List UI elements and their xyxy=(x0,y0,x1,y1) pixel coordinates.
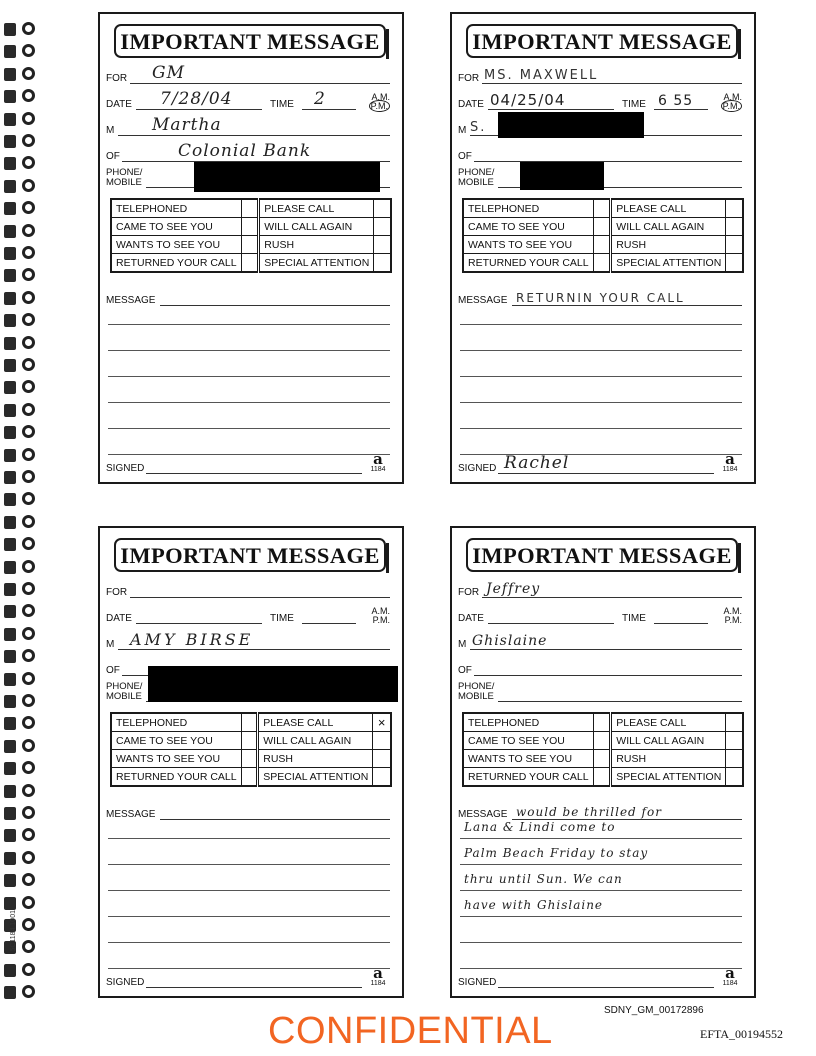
spiral-ring xyxy=(4,356,42,374)
card-header: IMPORTANT MESSAGE xyxy=(114,24,386,58)
m-field: M S. xyxy=(458,120,742,136)
phone-field: PHONE/ MOBILE xyxy=(458,164,742,188)
message-line: Palm Beach Friday to stay xyxy=(464,846,649,860)
for-field: FOR MS. MAXWELL xyxy=(458,68,742,84)
spiral-ring xyxy=(4,961,42,979)
from-value: Ghislaine xyxy=(472,633,548,649)
spiral-ring xyxy=(4,266,42,284)
spiral-ring xyxy=(4,132,42,150)
checklist-table: TELEPHONED PLEASE CALL × CAME TO SEE YOU WILL CALL AGAIN WANTS TO SEE YOU RUSH RETURNED YOUR CALL SPECIAL ATTENTION xyxy=(110,712,392,787)
message-card-4 xyxy=(450,526,756,998)
spiral-ring xyxy=(4,558,42,576)
signed-field: SIGNED a 1184 xyxy=(106,970,390,988)
spiral-ring xyxy=(4,110,42,128)
spiral-ring xyxy=(4,737,42,755)
message-line: would be thrilled for xyxy=(516,805,662,819)
date-time-field: DATE TIME A.M. P.M. xyxy=(458,606,742,625)
message-card-2 xyxy=(450,12,756,484)
spiral-ring xyxy=(4,177,42,195)
for-field: FOR xyxy=(106,582,390,598)
message-line: RETURNIN YOUR CALL xyxy=(516,291,685,305)
spiral-ring xyxy=(4,20,42,38)
checklist-table: TELEPHONED PLEASE CALL CAME TO SEE YOU WILL CALL AGAIN WANTS TO SEE YOU RUSH RETURNED YOUR CALL SPECIAL ATTENTION xyxy=(110,198,392,273)
spiral-ring xyxy=(4,311,42,329)
time-value: 2 xyxy=(314,89,326,109)
spiral-ring xyxy=(4,782,42,800)
date-value: 04/25/04 xyxy=(490,91,566,109)
spiral-ring xyxy=(4,602,42,620)
logo-icon: a 1184 xyxy=(370,964,386,987)
signed-field: SIGNED a 1184 xyxy=(458,970,742,988)
document-id: SDNY_GM_00172896 xyxy=(604,1005,704,1016)
m-field: M Ghislaine xyxy=(458,634,742,650)
for-value: Jeffrey xyxy=(486,581,541,597)
spiral-ring xyxy=(4,714,42,732)
from-value: S. xyxy=(470,120,487,135)
efta-number: EFTA_00194552 xyxy=(700,1027,784,1041)
am-pm: A.M. P.M. xyxy=(722,92,742,111)
spiral-ring xyxy=(4,490,42,508)
date-value: 7/28/04 xyxy=(160,89,233,109)
spiral-ring xyxy=(4,199,42,217)
spiral-ring xyxy=(4,446,42,464)
spiral-ring xyxy=(4,378,42,396)
spiral-ring xyxy=(4,513,42,531)
spiral-ring xyxy=(4,849,42,867)
checklist-table: TELEPHONED PLEASE CALL CAME TO SEE YOU WILL CALL AGAIN WANTS TO SEE YOU RUSH RETURNED YOUR CALL SPECIAL ATTENTION xyxy=(462,712,744,787)
signed-field: SIGNED Rachel a 1184 xyxy=(458,456,742,474)
spiral-ring xyxy=(4,580,42,598)
for-field: FOR Jeffrey xyxy=(458,582,742,598)
spiral-binding xyxy=(0,20,46,1010)
from-value: Martha xyxy=(152,115,222,135)
am-pm: A.M. P.M. xyxy=(370,92,390,111)
spiral-ring xyxy=(4,647,42,665)
spiral-ring xyxy=(4,625,42,643)
message-card-3 xyxy=(98,526,404,998)
logo-icon: a 1184 xyxy=(722,450,738,473)
date-time-field: DATE 7/28/04 TIME 2 A.M. P.M. xyxy=(106,89,390,111)
spiral-code: 5C1184 1001 xyxy=(10,910,17,952)
spiral-ring xyxy=(4,759,42,777)
logo-icon: a 1184 xyxy=(370,450,386,473)
card-header: IMPORTANT MESSAGE xyxy=(466,24,738,58)
of-value: Colonial Bank xyxy=(178,141,312,161)
spiral-ring xyxy=(4,535,42,553)
phone-field: PHONE/ MOBILE xyxy=(458,678,742,702)
redaction-box xyxy=(148,666,398,702)
redaction-box xyxy=(194,162,380,192)
spiral-ring xyxy=(4,983,42,1001)
checklist-table: TELEPHONED PLEASE CALL CAME TO SEE YOU WILL CALL AGAIN WANTS TO SEE YOU RUSH RETURNED YOUR CALL SPECIAL ATTENTION xyxy=(462,198,744,273)
am-pm: A.M. P.M. xyxy=(723,606,742,625)
spiral-ring xyxy=(4,468,42,486)
check-mark: × xyxy=(373,713,391,732)
redaction-box xyxy=(520,162,604,190)
card-header: IMPORTANT MESSAGE xyxy=(466,538,738,572)
spiral-ring xyxy=(4,87,42,105)
spiral-ring xyxy=(4,65,42,83)
spiral-ring xyxy=(4,692,42,710)
spiral-ring xyxy=(4,401,42,419)
redaction-box xyxy=(498,112,644,138)
phone-field: PHONE/ MOBILE xyxy=(106,678,390,702)
of-field: OF xyxy=(458,146,742,162)
message-line: Lana & Lindi come to xyxy=(464,820,616,834)
for-field: FOR GM xyxy=(106,68,390,84)
spiral-ring xyxy=(4,826,42,844)
spiral-ring xyxy=(4,42,42,60)
date-time-field: DATE TIME A.M. P.M. xyxy=(106,606,390,625)
message-card-1 xyxy=(98,12,404,484)
spiral-ring xyxy=(4,289,42,307)
for-value: MS. MAXWELL xyxy=(484,68,599,83)
spiral-ring xyxy=(4,334,42,352)
time-value: 6 55 xyxy=(658,93,694,109)
date-time-field: DATE 04/25/04 TIME 6 55 A.M. P.M. xyxy=(458,91,742,111)
message-line: thru until Sun. We can xyxy=(464,872,623,886)
logo-icon: a 1184 xyxy=(722,964,738,987)
spiral-ring xyxy=(4,154,42,172)
spiral-ring xyxy=(4,423,42,441)
spiral-ring xyxy=(4,244,42,262)
spiral-ring xyxy=(4,670,42,688)
m-field: M AMY BIRSE xyxy=(106,634,390,650)
signed-value: Rachel xyxy=(504,453,570,473)
of-field: OF Colonial Bank xyxy=(106,146,390,162)
of-field: OF xyxy=(458,660,742,676)
of-field: OF xyxy=(106,660,390,676)
spiral-ring xyxy=(4,222,42,240)
message-field: MESSAGE would be thrilled for xyxy=(458,804,742,820)
am-pm: A.M. P.M. xyxy=(371,606,390,625)
spiral-ring xyxy=(4,804,42,822)
message-line: have with Ghislaine xyxy=(464,898,604,912)
for-value: GM xyxy=(152,63,185,83)
phone-field: PHONE/ MOBILE xyxy=(106,164,390,188)
spiral-ring xyxy=(4,871,42,889)
from-value: AMY BIRSE xyxy=(130,630,254,649)
message-field: MESSAGE RETURNIN YOUR CALL xyxy=(458,290,742,306)
confidential-stamp: CONFIDENTIAL xyxy=(268,1010,553,1052)
message-field: MESSAGE xyxy=(106,290,390,306)
message-field: MESSAGE xyxy=(106,804,390,820)
card-header: IMPORTANT MESSAGE xyxy=(114,538,386,572)
signed-field: SIGNED a 1184 xyxy=(106,456,390,474)
m-field: M Martha xyxy=(106,120,390,136)
